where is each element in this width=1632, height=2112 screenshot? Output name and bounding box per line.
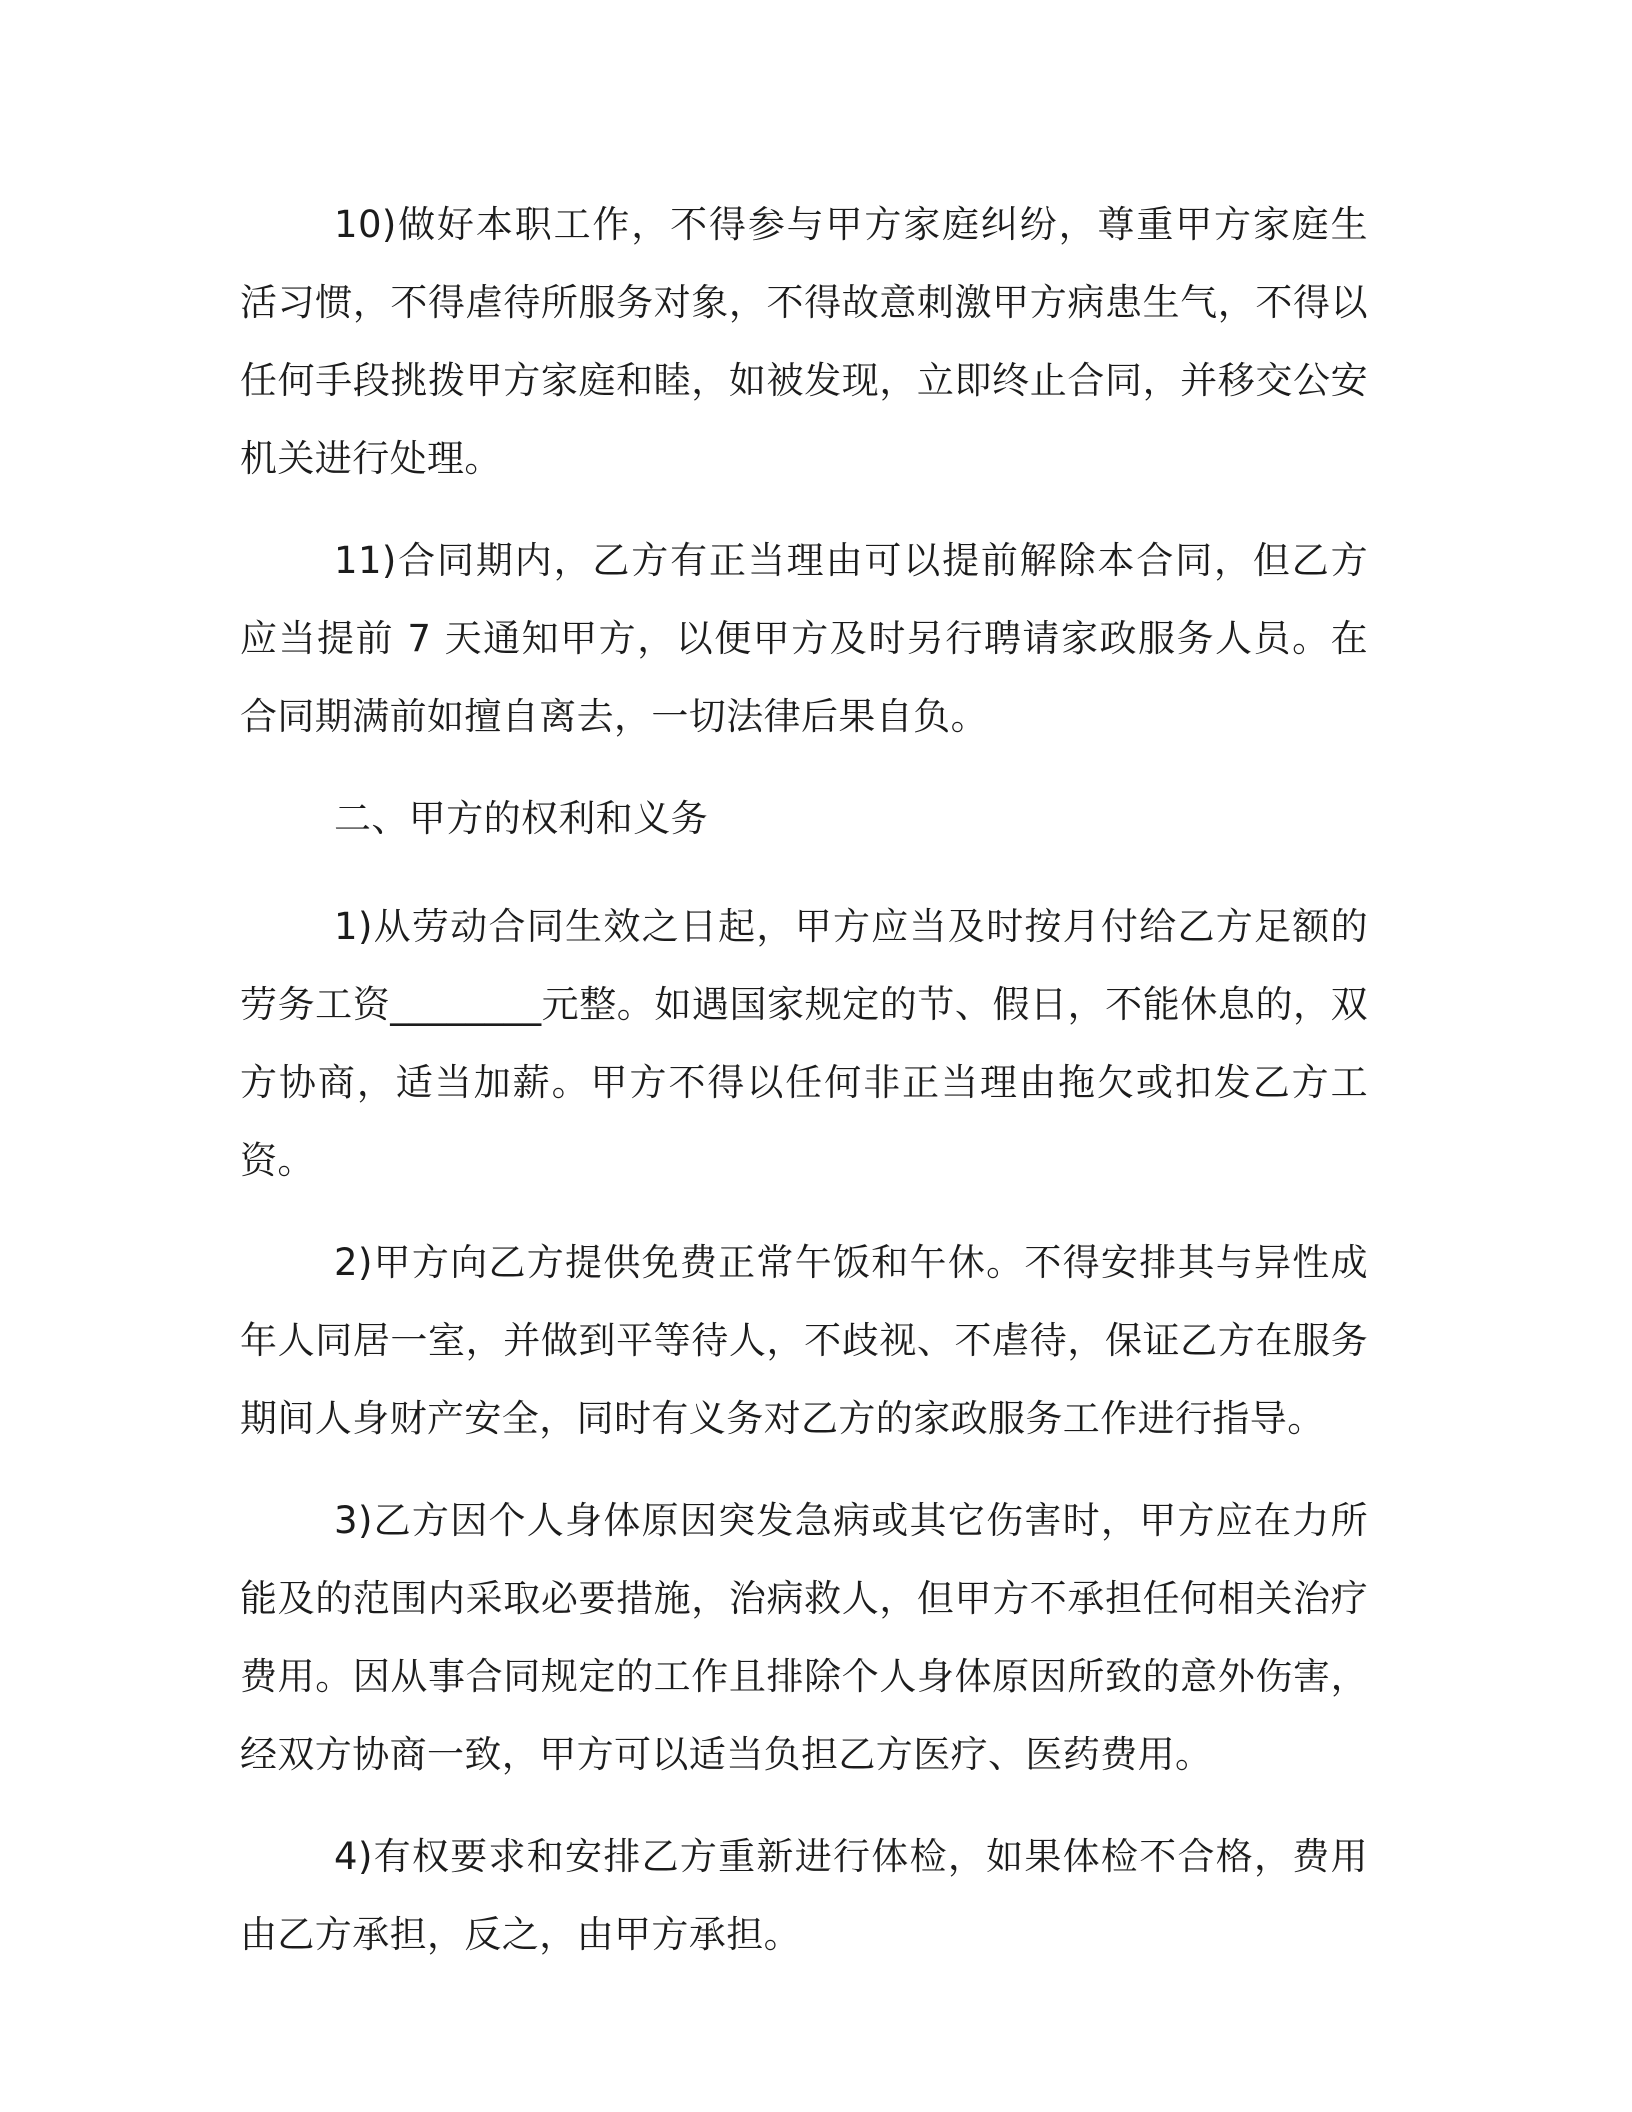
clause-11-paragraph: 11)合同期内，乙方有正当理由可以提前解除本合同，但乙方应当提前 7 天通知甲方，以便甲方及时另行聘请家政服务人员。在合同期满前如擅自离去，一切法律后果自负。 [240, 539, 1368, 738]
clause-10-paragraph: 10)做好本职工作，不得参与甲方家庭纠纷，尊重甲方家庭生活习惯，不得虐待所服务对象，不得故意刺激甲方病患生气，不得以任何手段挑拨甲方家庭和睦，如被发现，立即终止合同，并移交公安机关进行处理。 [240, 203, 1368, 480]
party-a-clause-2-paragraph: 2)甲方向乙方提供免费正常午饭和午休。不得安排其与异性成年人同居一室，并做到平等待人，不歧视、不虐待，保证乙方在服务期间人身财产安全，同时有义务对乙方的家政服务工作进行指导。 [240, 1241, 1368, 1440]
party-a-clause-4-paragraph: 4)有权要求和安排乙方重新进行体检，如果体检不合格，费用由乙方承担，反之，由甲方承担。 [240, 1835, 1368, 1956]
party-a-clause-1-paragraph: 1)从劳动合同生效之日起，甲方应当及时按月付给乙方足额的劳务工资________元整。如遇国家规定的节、假日，不能休息的，双方协商，适当加薪。甲方不得以任何非正当理由拖欠或扣发乙方工资。 [240, 905, 1368, 1182]
section-heading-party-a-rights: 二、甲方的权利和义务 [334, 797, 708, 840]
party-a-clause-3-paragraph: 3)乙方因个人身体原因突发急病或其它伤害时，甲方应在力所能及的范围内采取必要措施，治病救人，但甲方不承担任何相关治疗费用。因从事合同规定的工作且排除个人身体原因所致的意外伤害，经双方协商一致，甲方可以适当负担乙方医疗、医药费用。 [240, 1499, 1368, 1776]
document-body [240, 186, 1368, 1998]
